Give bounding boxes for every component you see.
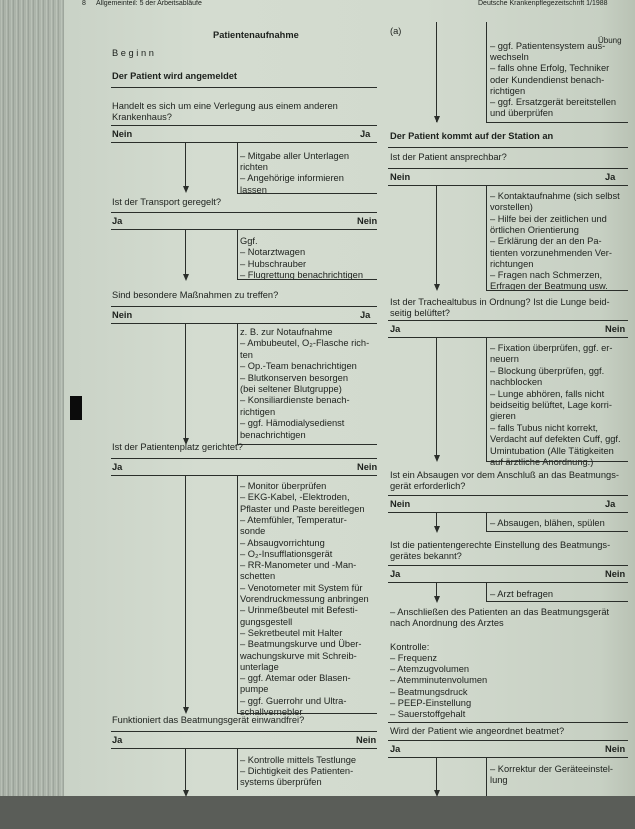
flow-arrow (434, 526, 440, 533)
action-item: wechseln (490, 52, 529, 63)
rule-line (237, 193, 377, 194)
branch-line (486, 22, 487, 122)
control-item: – Atemzugvolumen (390, 664, 470, 675)
rule-line (388, 147, 628, 148)
rule-line (486, 601, 628, 602)
decision-question: seitig belüftet? (390, 308, 450, 319)
branch-line (237, 475, 238, 713)
branch-line (185, 229, 186, 274)
rule-line (111, 306, 377, 307)
rule-line (111, 323, 377, 324)
action-item: – ggf. Ersatzgerät bereitstellen (490, 97, 617, 107)
action-item: – Atemfühler, Temperatur- (240, 514, 347, 525)
action-item: vorstellen) (490, 202, 533, 213)
rule-line (111, 229, 377, 230)
rule-line (111, 125, 377, 126)
action-item: – Blockung überprüfen, ggf. (490, 365, 605, 376)
event-heading: Der Patient kommt auf der Station an (390, 131, 554, 141)
action-item: – O₂-Insufflationsgerät (240, 548, 333, 559)
action-item: auf ärztliche Anordnung.) (490, 457, 594, 467)
rule-line (388, 740, 628, 741)
branch-label-right: Nein (605, 569, 626, 579)
action-item: Pflaster und Paste bereitlegen (240, 503, 365, 514)
control-item: – Sauerstoffgehalt (390, 709, 466, 719)
action-item: (bei seltener Blutgruppe) (240, 384, 342, 394)
rule-line (486, 122, 628, 123)
action-item: – ggf. Atemar oder Blasen- (240, 673, 351, 684)
branch-line (185, 748, 186, 790)
rule-line (486, 461, 628, 462)
decision-question: Funktioniert das Beatmungsgerät einwandfrei? (112, 715, 305, 725)
decision-question: Ist der Patientenplatz gerichtet? (112, 442, 243, 452)
action-item: beidseitig belüftet, Lage korri- (490, 400, 612, 410)
action-item: lassen (240, 184, 267, 195)
action-item: Vorendruckmessung anbringen (240, 594, 369, 604)
branch-line (185, 323, 186, 438)
action-item: – Notarztwagen (240, 247, 306, 258)
action-item: sonde (240, 526, 266, 537)
flow-arrow (183, 274, 189, 281)
branch-label-left: Ja (112, 462, 123, 472)
action-item: Erfragen der Beatmung usw. (490, 281, 608, 292)
flow-arrow (434, 790, 440, 797)
rule-line (486, 290, 628, 291)
action-item: pumpe (240, 684, 269, 695)
action-item: richten (240, 162, 268, 173)
branch-line (436, 757, 437, 790)
action-item: systems überprüfen (240, 777, 322, 788)
branch-label-right: Nein (357, 462, 378, 472)
branch-line (436, 582, 437, 596)
decision-question: Wird der Patient wie angeordnet beatmet? (390, 726, 565, 736)
rule-line (111, 142, 377, 143)
branch-label-left: Nein (112, 310, 133, 320)
action-item: – Absaugen, blähen, spülen (490, 518, 605, 528)
branch-line (237, 323, 238, 444)
action-item: – EKG-Kabel, -Elektroden, (240, 492, 350, 503)
action-item: örtlichen Orientierung (490, 224, 579, 235)
action-item: lung (490, 775, 508, 786)
branch-label-right: Nein (605, 324, 626, 334)
action-item: – Mitgabe aller Unterlagen (240, 151, 350, 161)
action-item: – Absaugvorrichtung (240, 537, 325, 548)
action-item: Umintubation (Alle Tätigkeiten (490, 445, 614, 456)
action-item: Ggf. (240, 236, 258, 246)
action-item: schetten (240, 571, 276, 582)
decision-question: Ist die patientengerechte Einstellung des Beatmungs- (390, 540, 611, 550)
branch-label-left: Ja (390, 744, 401, 754)
branch-line (486, 757, 487, 796)
branch-label-right: Nein (356, 735, 377, 745)
flow-arrow (183, 790, 189, 797)
rule-line (111, 212, 377, 213)
bookmark-tab (70, 396, 82, 420)
section-title: Patientenaufnahme (213, 30, 299, 40)
flow-arrow (434, 455, 440, 462)
action-item: – ggf. Hämodialysedienst (240, 418, 345, 429)
branch-label-right: Nein (605, 744, 626, 754)
action-item: – Arzt befragen (490, 589, 554, 599)
branch-line (185, 142, 186, 186)
flow-arrow (183, 707, 189, 714)
action-item: gieren (490, 411, 516, 422)
action-item: – Ambubeutel, O₂-Flasche rich- (240, 338, 370, 349)
instruction-text: – Anschließen des Patienten an das Beatmungsgerät (390, 607, 610, 617)
rule-line (388, 512, 628, 513)
action-item: – Angehörige informieren (240, 173, 344, 184)
action-item: – Venotometer mit System für (240, 582, 363, 593)
action-item: – Fragen nach Schmerzen, (490, 270, 603, 281)
rule-line (237, 279, 377, 280)
action-item: oder Kundendienst benach- (490, 74, 605, 85)
branch-line (486, 582, 487, 601)
flow-arrow (183, 186, 189, 193)
instruction-text: nach Anordnung des Arztes (390, 618, 504, 629)
page-number: 8 (82, 0, 86, 7)
decision-question: Sind besondere Maßnahmen zu treffen? (112, 290, 279, 300)
branch-label-left: Ja (112, 735, 123, 745)
action-item: nachblocken (490, 377, 543, 388)
action-item: – ggf. Guerrohr und Ultra- (240, 695, 347, 706)
branch-label-right: Ja (360, 129, 371, 139)
action-item: – Monitor überprüfen (240, 481, 327, 491)
decision-question: Handelt es sich um eine Verlegung aus einem anderen (112, 101, 338, 111)
action-item: – falls ohne Erfolg, Techniker (490, 63, 610, 74)
running-header-right: Deutsche Krankenpflegezeitschrift 1/1988 (478, 0, 608, 7)
action-item: und überprüfen (490, 108, 554, 119)
branch-line (237, 142, 238, 193)
branch-line (486, 337, 487, 461)
action-item: unterlage (240, 661, 279, 672)
action-item: – Erklärung der an den Pa- (490, 236, 602, 247)
branch-label-right: Ja (360, 310, 371, 320)
branch-line (436, 337, 437, 455)
flow-arrow (434, 596, 440, 603)
action-item: – Beatmungskurve und Über- (240, 639, 362, 650)
action-item: richtigen (490, 85, 526, 96)
branch-line (436, 512, 437, 526)
flow-start: B e g i n n (112, 48, 154, 58)
control-item: – Frequenz (390, 653, 438, 663)
action-item: richtungen (490, 258, 534, 269)
action-item: benachrichtigen (240, 429, 306, 440)
action-item: – Kontrolle mittels Testlunge (240, 755, 357, 765)
action-item: tienten vorzunehmenden Ver- (490, 247, 612, 258)
action-item: – Urinmeßbeutel mit Befesti- (240, 605, 358, 616)
rule-line (388, 722, 628, 723)
action-item: z. B. zur Notaufnahme (240, 327, 333, 337)
rule-line (486, 531, 628, 532)
action-item: – Fixation überprüfen, ggf. er- (490, 343, 613, 353)
action-item: – Blutkonserven besorgen (240, 372, 349, 383)
rule-line (111, 87, 377, 88)
action-item: – Op.-Team benachrichtigen (240, 361, 357, 372)
action-item: – Hilfe bei der zeitlichen und (490, 213, 607, 224)
action-item: – falls Tubus nicht korrekt, (490, 422, 598, 433)
control-item: – Atemminutenvolumen (390, 675, 488, 686)
branch-label-right: Nein (357, 216, 378, 226)
event-heading: Der Patient wird angemeldet (112, 71, 238, 81)
branch-label-left: Nein (390, 172, 411, 182)
rule-line (388, 168, 628, 169)
running-header-left: Allgemeinteil: 5 der Arbeitsabläufe (96, 0, 202, 7)
rule-line (237, 713, 377, 714)
branch-line (237, 748, 238, 790)
rule-line (111, 475, 377, 476)
flow-arrow (434, 284, 440, 291)
decision-question: gerätes bekannt? (390, 551, 462, 562)
rule-line (111, 748, 377, 749)
branch-label-left: Nein (112, 129, 133, 139)
action-item: Verdacht auf defekten Cuff, ggf. (490, 434, 621, 445)
corner-text: Übung (598, 36, 622, 45)
branch-label-left: Nein (390, 499, 411, 509)
decision-question: Ist der Trachealtubus in Ordnung? Ist die Lunge beid- (390, 297, 610, 307)
action-item: – Kontaktaufnahme (sich selbst (490, 191, 620, 201)
branch-line (436, 22, 437, 122)
branch-line (237, 229, 238, 279)
action-item: wachungskurve mit Schreib- (240, 650, 357, 661)
rule-line (388, 185, 628, 186)
action-item: – Korrektur der Geräteeinstel- (490, 764, 613, 774)
action-item: – RR-Manometer und -Man- (240, 560, 357, 571)
flow-arrow (434, 116, 440, 123)
rule-line (388, 320, 628, 321)
action-item: – Lunge abhören, falls nicht (490, 388, 605, 399)
action-item: – Hubschrauber (240, 258, 307, 269)
action-item: ten (240, 349, 253, 360)
decision-question: Ist der Patient ansprechbar? (390, 152, 507, 162)
action-item: gungsgestell (240, 616, 293, 627)
branch-label-right: Ja (605, 172, 616, 182)
branch-line (486, 185, 487, 290)
action-item: richtigen (240, 406, 276, 417)
action-item: – Flugrettung benachrichtigen (240, 270, 364, 281)
branch-label-left: Ja (390, 569, 401, 579)
rule-line (111, 731, 377, 732)
decision-question: Ist der Transport geregelt? (112, 197, 222, 207)
page-bottom-edge (0, 796, 635, 829)
branch-label-left: Ja (390, 324, 401, 334)
rule-line (388, 757, 628, 758)
rule-line (388, 565, 628, 566)
branch-line (185, 475, 186, 707)
action-item: neuern (490, 354, 519, 365)
branch-label-left: Ja (112, 216, 123, 226)
decision-question: Krankenhaus? (112, 112, 172, 123)
control-item: – Beatmungsdruck (390, 686, 468, 697)
rule-line (111, 458, 377, 459)
controls-heading: Kontrolle: (390, 642, 430, 652)
continuation-label: (a) (390, 26, 402, 36)
branch-label-right: Ja (605, 499, 616, 509)
branch-line (486, 512, 487, 531)
decision-question: gerät erforderlich? (390, 481, 466, 492)
action-item: – Sekretbeutel mit Halter (240, 627, 343, 638)
rule-line (388, 337, 628, 338)
rule-line (237, 444, 377, 445)
decision-question: Ist ein Absaugen vor dem Anschluß an das Beatmungs- (390, 470, 619, 480)
control-item: – PEEP-Einstellung (390, 697, 472, 708)
rule-line (388, 495, 628, 496)
page-stack-edge (0, 0, 64, 829)
action-item: – Konsiliardienste benach- (240, 395, 350, 406)
action-item: schallvernebler (240, 707, 303, 717)
rule-line (388, 582, 628, 583)
action-item: – Dichtigkeit des Patienten- (240, 766, 354, 777)
branch-line (436, 185, 437, 284)
action-item: – ggf. Patientensystem aus- (490, 41, 606, 51)
